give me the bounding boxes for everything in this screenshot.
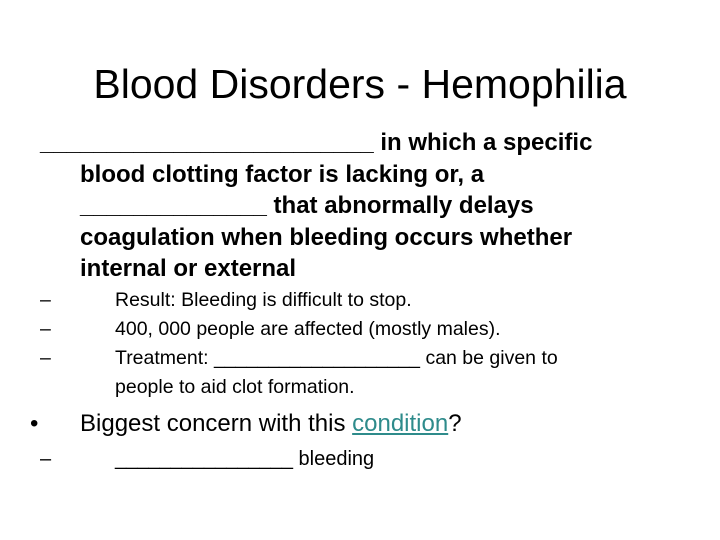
sub-point-result — [40, 286, 710, 315]
bullet-text-before: Biggest concern with this — [80, 410, 353, 437]
main-line-4: coagulation when bleeding occurs whether — [80, 223, 573, 251]
bullet-text-after: ? — [448, 410, 462, 437]
slide-title: Blood Disorders - Hemophilia — [93, 61, 627, 107]
sub-point-text: Treatment: ___________________ can be given to — [115, 347, 558, 369]
dash-marker: – — [40, 347, 51, 369]
dash-marker: – — [40, 289, 51, 311]
final-point-text: ________________ bleeding — [115, 448, 375, 470]
sub-point-list — [40, 286, 710, 402]
main-line-2: blood clotting factor is lacking or, a — [80, 160, 485, 188]
final-point — [40, 444, 710, 474]
main-line-3: ______________ that abnormally delays — [80, 192, 534, 219]
dash-marker: – — [40, 318, 51, 340]
main-line-5: internal or external — [80, 255, 297, 282]
dash-marker: – — [40, 448, 52, 470]
condition-link[interactable]: condition — [352, 410, 449, 437]
sub-point-affected — [40, 315, 710, 344]
bullet-question — [30, 408, 710, 440]
bullet-marker: • — [30, 410, 39, 437]
sub-point-treatment — [40, 344, 710, 373]
sub-point-treatment-continued — [40, 373, 710, 402]
main-line-1: _________________________ in which a specific — [40, 129, 593, 156]
sub-point-text: Result: Bleeding is difficult to stop. — [115, 289, 412, 311]
main-paragraph — [40, 127, 710, 285]
sub-point-text: 400, 000 people are affected (mostly males). — [115, 318, 501, 340]
sub-point-text: people to aid clot formation. — [115, 376, 355, 398]
